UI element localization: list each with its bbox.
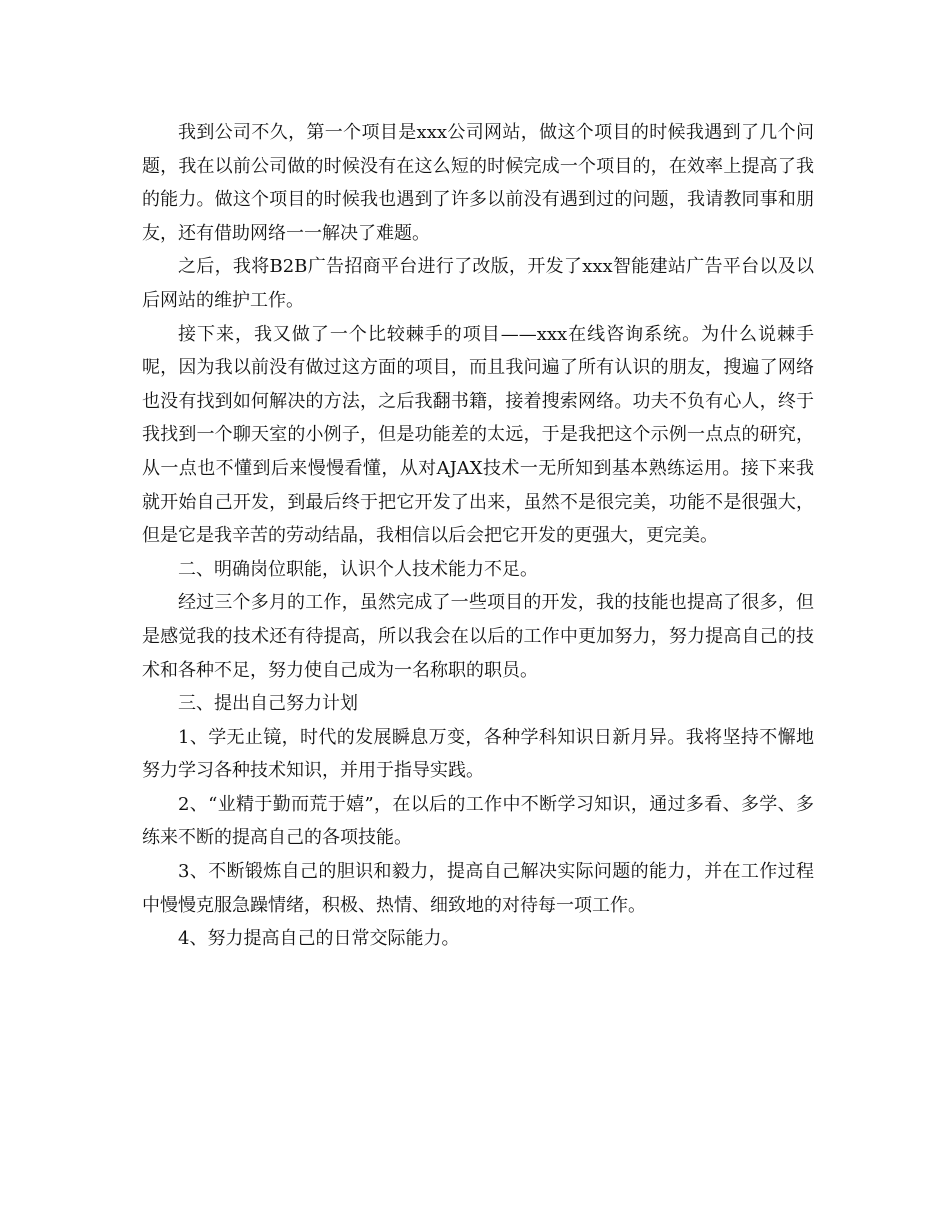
- section-heading-3: 三、提出自己努力计划: [178, 693, 358, 715]
- paragraph-3: 接下来，我又做了一个比较棘手的项目——xxx在线咨询系统。为什么说棘手呢，因为我以前没有做过这方面的项目，而且我问遍了所有认识的朋友，搜遍了网络也没有找到如何解决的方法，之后我翻书籍，接着搜索网络。功夫不负有心人，终于我找到一个聊天室的小例子，但是功能差的太远，于是我把这个示例一点点的研究，从一点也不懂到后来慢慢看懂，从对AJAX技术一无所知到基本熟练运用。接下来我就开始自己开发，到最后终于把它开发了出来，虽然不是很完美，功能不是很强大，但是它是我辛苦的劳动结晶，我相信以后会把它开发的更强大，更完美。: [142, 323, 814, 547]
- plan-item-4: 4、努力提高自己的日常交际能力。: [178, 928, 460, 950]
- paragraph-1: 我到公司不久，第一个项目是xxx公司网站，做这个项目的时候我遇到了几个问题，我在以前公司做的时候没有在这么短的时候完成一个项目的，在效率上提高了我的能力。做这个项目的时候我也遇到了许多以前没有遇到过的问题，我请教同事和朋友，还有借助网络一一解决了难题。: [142, 122, 814, 244]
- paragraph-2: 之后，我将B2B广告招商平台进行了改版，开发了xxx智能建站广告平台以及以后网站的维护工作。: [142, 256, 814, 311]
- section-heading-2: 二、明确岗位职能，认识个人技术能力不足。: [178, 558, 538, 580]
- plan-item-1: 1、学无止镜，时代的发展瞬息万变，各种学科知识日新月异。我将坚持不懈地努力学习各种技术知识，并用于指导实践。: [142, 726, 814, 782]
- paragraph-4: 经过三个多月的工作，虽然完成了一些项目的开发，我的技能也提高了很多，但是感觉我的技术还有待提高，所以我会在以后的工作中更加努力，努力提高自己的技术和各种不足，努力使自己成为一名称职的职员。: [142, 592, 814, 681]
- plan-item-3: 3、不断锻炼自己的胆识和毅力，提高自己解决实际问题的能力，并在工作过程中慢慢克服急躁情绪，积极、热情、细致地的对待每一项工作。: [142, 861, 814, 916]
- document-body: [142, 116, 814, 956]
- plan-item-2: 2、“业精于勤而荒于嬉”，在以后的工作中不断学习知识，通过多看、多学、多练来不断的提高自己的各项技能。: [142, 793, 814, 849]
